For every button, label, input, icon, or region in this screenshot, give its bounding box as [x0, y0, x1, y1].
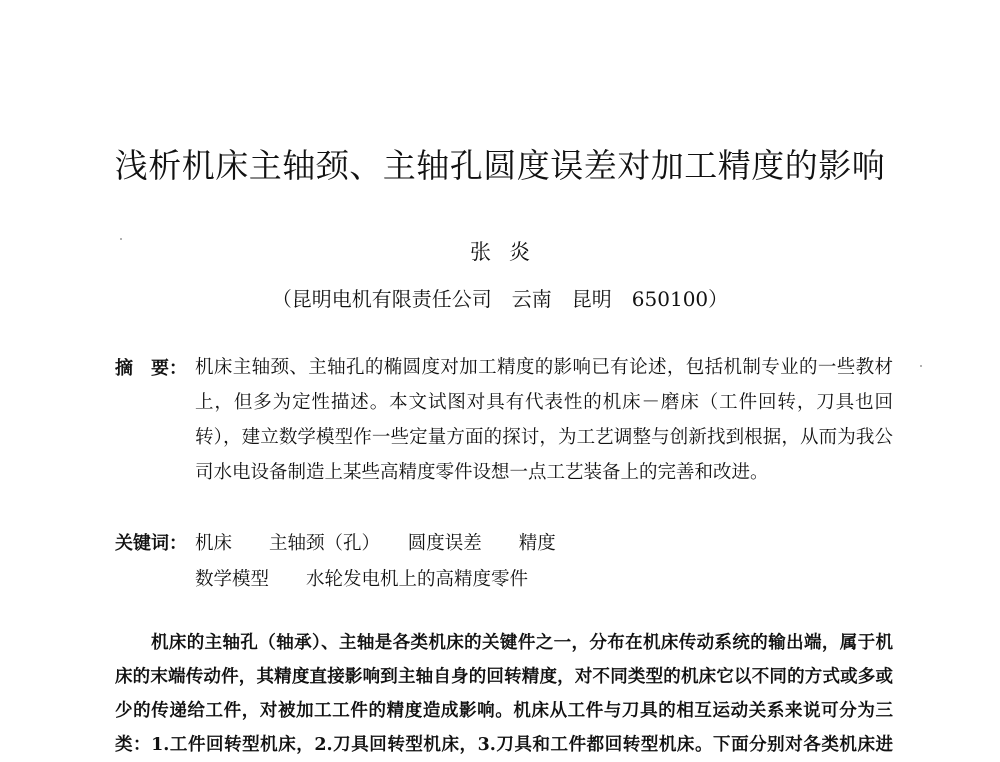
scan-speck: [920, 365, 922, 367]
abstract-label: 摘 要：: [115, 358, 187, 379]
paper-title: 浅析机床主轴颈、主轴孔圆度误差对加工精度的影响: [114, 146, 886, 185]
keywords-label: 关键词：: [115, 533, 187, 554]
abstract-text: 机床主轴颈、主轴孔的椭圆度对加工精度的影响已有论述，包括机制专业的一些教材上，但多为定性描述。本文试图对具有代表性的机床－磨床（工件回转，刀具也回转），建立数学模型作一些定量方面的探讨，为工艺调整与创新找到根据，从而为我公司水电设备制造上某些高精度零件设想一点工艺装备上的完善和改进。: [195, 357, 893, 483]
author-name: 张炎: [470, 240, 548, 264]
body-paragraph: 机床的主轴孔（轴承）、主轴是各类机床的关键件之一，分布在机床传动系统的输出端，属于机床的末端传动件，其精度直接影响到主轴自身的回转精度，对不同类型的机床它以不同的方式或多或少的传递给工件，对被加工工件的精度造成影响。机床从工件与刀具的相互运动关系来说可分为三类：1.工件回转型机床，2.刀具回转型机床，3.刀具和工件都回转型机床。下面分别对各类机床进: [115, 633, 893, 755]
author-affiliation: （昆明电机有限责任公司 云南 昆明 650100）: [271, 287, 729, 311]
keywords-line-1: 机床 主轴颈（孔） 圆度误差 精度: [195, 533, 556, 554]
scan-speck: [120, 238, 122, 240]
keywords-line-2: 数学模型 水轮发电机上的高精度零件: [195, 569, 529, 590]
